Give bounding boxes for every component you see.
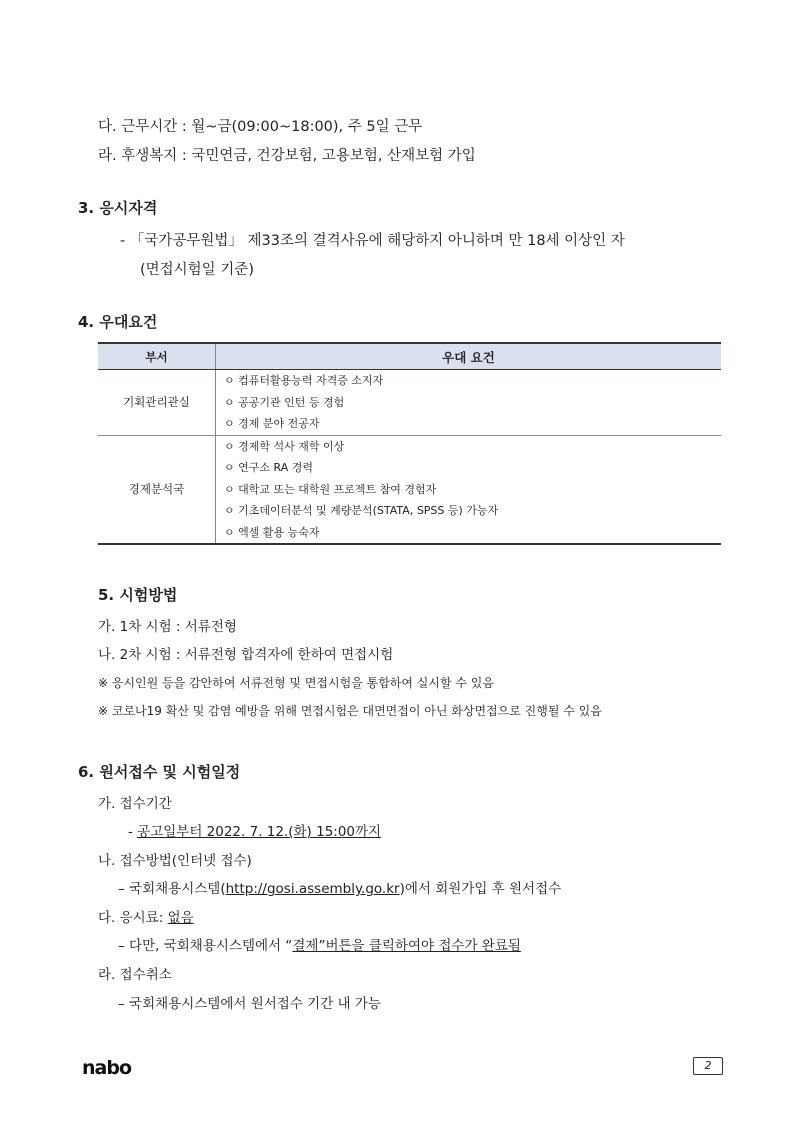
work-hours: 다. 근무시간 : 월~금(09:00~18:00), 주 5일 근무 bbox=[98, 119, 423, 135]
requirements-cell bbox=[216, 435, 722, 544]
list-item: ㅇ 대학교 또는 대학원 프로젝트 참여 경험자 bbox=[224, 482, 437, 496]
exam-step-2: 나. 2차 시험 : 서류전형 합격자에 한하여 면접시험 bbox=[98, 647, 394, 663]
recruitment-site-link[interactable]: http://gosi.assembly.go.kr bbox=[225, 881, 400, 897]
list-item: ㅇ 공공기관 인턴 등 경험 bbox=[224, 395, 345, 409]
exam-note-2: ※ 코로나19 확산 및 감염 예방을 위해 면접시험은 대면면접이 아닌 화상면접으로 진행될 수 있음 bbox=[98, 704, 602, 718]
nabo-logo bbox=[82, 1057, 152, 1079]
period-line bbox=[128, 820, 381, 840]
list-item: ㅇ 엑셀 활용 능숙자 bbox=[224, 525, 320, 539]
fee-label: 다. 응시료: bbox=[98, 910, 168, 926]
fee-note-prefix: – 다만, 국회채용시스템에서 “ bbox=[118, 938, 293, 954]
page-number: 2 bbox=[693, 1057, 723, 1075]
list-item: ㅇ 경제 분야 전공자 bbox=[224, 417, 320, 430]
fee-note bbox=[118, 934, 521, 954]
section-5-title: 5. 시험방법 bbox=[98, 586, 178, 604]
dept-cell: 경제분석국 bbox=[98, 435, 216, 544]
welfare: 라. 후생복지 : 국민연금, 건강보험, 고용보험, 산재보험 가입 bbox=[98, 148, 476, 164]
table-header-requirements: 우대 요건 bbox=[216, 343, 722, 370]
period-label: 가. 접수기간 bbox=[98, 796, 172, 812]
period-value: 공고일부터 2022. 7. 12.(화) 15:00까지 bbox=[137, 824, 382, 840]
fee-value: 없음 bbox=[167, 910, 194, 926]
qualification-line-1: - 「국가공무원법」 제33조의 결격사유에 해당하지 아니하며 만 18세 이상인 자 bbox=[120, 233, 625, 249]
period-prefix: - bbox=[128, 824, 138, 840]
table-row bbox=[98, 435, 721, 544]
section-4-title: 4. 우대요건 bbox=[78, 313, 158, 331]
method-suffix: )에서 회원가입 후 원서접수 bbox=[399, 881, 562, 897]
section-6-title: 6. 원서접수 및 시험일정 bbox=[78, 763, 241, 781]
exam-step-1: 가. 1차 시험 : 서류전형 bbox=[98, 619, 237, 635]
list-item: ㅇ 경제학 석사 재학 이상 bbox=[224, 439, 345, 453]
requirements-cell bbox=[216, 370, 722, 436]
fee-note-suffix: ”버튼을 클릭하여야 접수가 완료됨 bbox=[318, 938, 521, 954]
dept-cell: 기획관리관실 bbox=[98, 370, 216, 436]
list-item: ㅇ 기초데이터분석 및 계량분석(STATA, SPSS 등) 가능자 bbox=[224, 504, 499, 517]
list-item: ㅇ 컴퓨터활용능력 자격증 소지자 bbox=[224, 374, 384, 387]
exam-note-1: ※ 응시인원 등을 감안하여 서류전형 및 면접시험을 통합하여 실시할 수 있음 bbox=[98, 676, 494, 690]
list-item: ㅇ 연구소 RA 경력 bbox=[224, 461, 313, 474]
cancel-label: 라. 접수취소 bbox=[98, 967, 172, 983]
svg-text:nabo: nabo bbox=[82, 1057, 132, 1079]
method-prefix: – 국회채용시스템( bbox=[118, 881, 226, 897]
table-row bbox=[98, 370, 721, 436]
method-line bbox=[118, 877, 561, 897]
method-label: 나. 접수방법(인터넷 접수) bbox=[98, 853, 252, 869]
cancel-note: – 국회채용시스템에서 원서접수 기간 내 가능 bbox=[118, 996, 381, 1012]
fee-note-button-word: 결제 bbox=[292, 938, 319, 954]
preference-table bbox=[98, 342, 721, 545]
table-header-dept: 부서 bbox=[98, 343, 216, 370]
section-3-title: 3. 응시자격 bbox=[78, 199, 158, 217]
qualification-line-2: (면접시험일 기준) bbox=[140, 262, 254, 278]
fee-line bbox=[98, 906, 194, 926]
